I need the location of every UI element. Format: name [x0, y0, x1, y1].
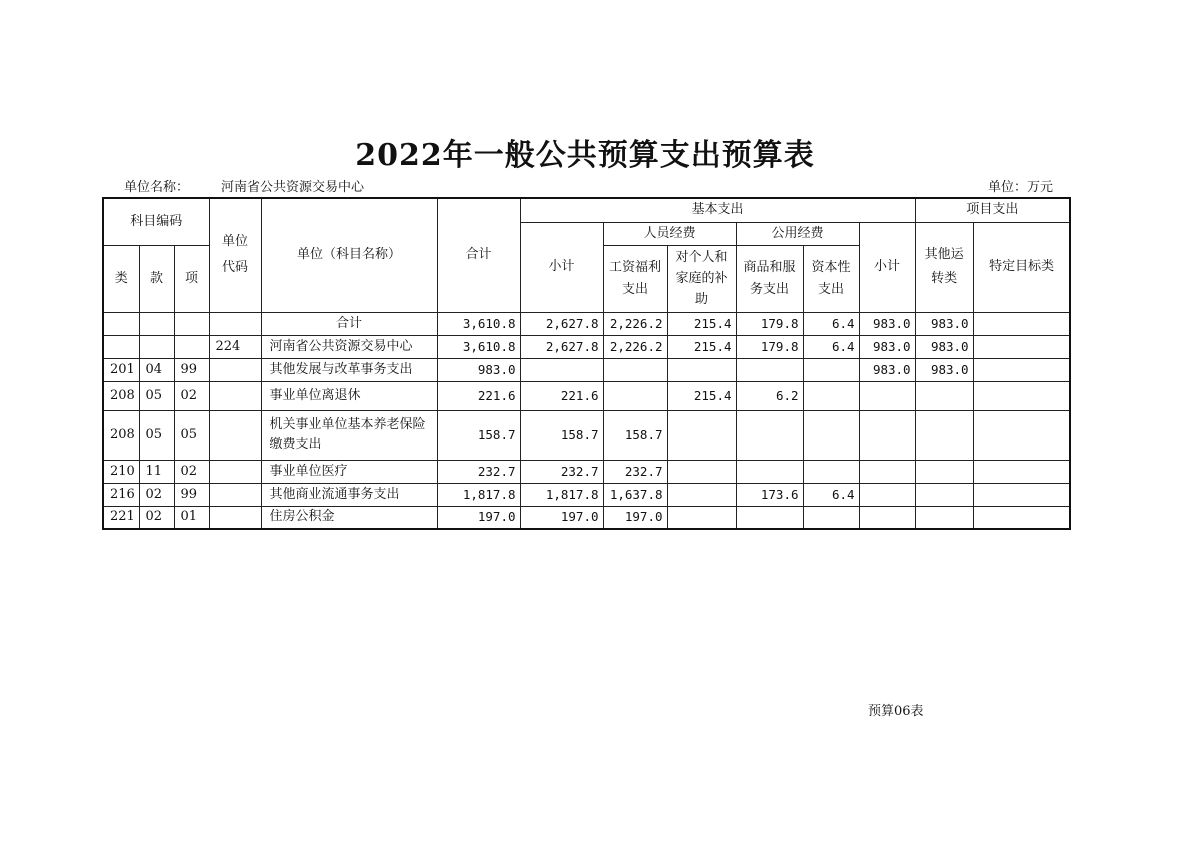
cell-subject-name: 河南省公共资源交易中心 [261, 335, 437, 358]
cell-goods-services: 179.8 [736, 312, 803, 335]
header-project-expenditure: 项目支出 [915, 198, 1070, 222]
cell-total: 197.0 [437, 506, 520, 529]
cell-other-operation [915, 483, 973, 506]
cell-unit-code [209, 460, 261, 483]
table-row [103, 312, 1070, 335]
cell-individual-family-subsidy: 215.4 [667, 335, 736, 358]
cell-unit-code [209, 483, 261, 506]
header-lei: 类 [103, 245, 139, 312]
cell-subject-name: 其他商业流通事务支出 [261, 483, 437, 506]
cell-subject-name: 合计 [261, 312, 437, 335]
table-row [103, 358, 1070, 381]
cell-unit-code [209, 312, 261, 335]
cell-project-subtotal [859, 506, 915, 529]
table-row [103, 335, 1070, 358]
cell-capital: 6.4 [803, 335, 859, 358]
page-title: 2022年一般公共预算支出预算表 [355, 138, 815, 173]
cell-subject-name: 事业单位医疗 [261, 460, 437, 483]
header-other-operation: 其他运转类 [915, 222, 973, 312]
cell-capital: 6.4 [803, 312, 859, 335]
cell-xiang: 02 [174, 460, 209, 483]
cell-specific-target [973, 460, 1070, 483]
cell-wages-welfare: 2,226.2 [603, 335, 667, 358]
cell-subject-name: 其他发展与改革事务支出 [261, 358, 437, 381]
cell-kuan: 02 [139, 506, 174, 529]
cell-goods-services [736, 506, 803, 529]
cell-other-operation [915, 410, 973, 460]
header-project-subtotal: 小计 [859, 222, 915, 312]
cell-basic-subtotal: 2,627.8 [520, 335, 603, 358]
cell-kuan: 04 [139, 358, 174, 381]
cell-total: 983.0 [437, 358, 520, 381]
cell-kuan [139, 335, 174, 358]
header-basic-subtotal: 小计 [520, 222, 603, 312]
table-row [103, 381, 1070, 410]
cell-goods-services: 6.2 [736, 381, 803, 410]
cell-unit-code: 224 [209, 335, 261, 358]
cell-total: 3,610.8 [437, 312, 520, 335]
currency-unit: 单位：万元 [988, 180, 1054, 195]
cell-kuan: 11 [139, 460, 174, 483]
cell-individual-family-subsidy [667, 410, 736, 460]
cell-lei: 210 [103, 460, 139, 483]
cell-subject-name: 事业单位离退休 [261, 381, 437, 410]
cell-wages-welfare: 197.0 [603, 506, 667, 529]
cell-basic-subtotal [520, 358, 603, 381]
cell-other-operation [915, 506, 973, 529]
cell-kuan: 05 [139, 381, 174, 410]
cell-wages-welfare: 1,637.8 [603, 483, 667, 506]
cell-capital [803, 410, 859, 460]
cell-kuan [139, 312, 174, 335]
header-goods-services: 商品和服务支出 [736, 245, 803, 312]
header-kuan: 款 [139, 245, 174, 312]
cell-other-operation: 983.0 [915, 335, 973, 358]
cell-project-subtotal [859, 483, 915, 506]
cell-wages-welfare: 232.7 [603, 460, 667, 483]
cell-specific-target [973, 358, 1070, 381]
cell-capital [803, 460, 859, 483]
budget-table [102, 197, 1071, 530]
header-wages-welfare: 工资福利支出 [603, 245, 667, 312]
cell-lei: 208 [103, 410, 139, 460]
cell-xiang: 02 [174, 381, 209, 410]
cell-basic-subtotal: 221.6 [520, 381, 603, 410]
cell-basic-subtotal: 197.0 [520, 506, 603, 529]
cell-capital [803, 506, 859, 529]
cell-individual-family-subsidy [667, 358, 736, 381]
table-row [103, 410, 1070, 460]
cell-wages-welfare [603, 381, 667, 410]
unit-name-label: 单位名称： [124, 180, 190, 195]
cell-total: 158.7 [437, 410, 520, 460]
cell-other-operation: 983.0 [915, 312, 973, 335]
cell-xiang [174, 312, 209, 335]
cell-capital [803, 381, 859, 410]
cell-other-operation: 983.0 [915, 358, 973, 381]
cell-total: 1,817.8 [437, 483, 520, 506]
header-personnel-costs: 人员经费 [603, 222, 736, 245]
cell-goods-services [736, 358, 803, 381]
unit-name-value: 河南省公共资源交易中心 [221, 180, 365, 195]
cell-specific-target [973, 381, 1070, 410]
cell-xiang: 99 [174, 358, 209, 381]
cell-individual-family-subsidy [667, 483, 736, 506]
cell-wages-welfare: 2,226.2 [603, 312, 667, 335]
cell-other-operation [915, 381, 973, 410]
header-unit-code: 单位代码 [209, 198, 261, 312]
header-subject-code: 科目编码 [103, 198, 209, 245]
cell-capital [803, 358, 859, 381]
cell-individual-family-subsidy [667, 506, 736, 529]
unit-info [124, 176, 364, 195]
cell-unit-code [209, 506, 261, 529]
cell-total: 221.6 [437, 381, 520, 410]
cell-wages-welfare [603, 358, 667, 381]
cell-project-subtotal [859, 410, 915, 460]
cell-wages-welfare: 158.7 [603, 410, 667, 460]
cell-other-operation [915, 460, 973, 483]
cell-lei [103, 312, 139, 335]
cell-xiang: 01 [174, 506, 209, 529]
cell-specific-target [973, 483, 1070, 506]
cell-goods-services [736, 460, 803, 483]
header-xiang: 项 [174, 245, 209, 312]
cell-unit-code [209, 410, 261, 460]
cell-goods-services [736, 410, 803, 460]
cell-basic-subtotal: 158.7 [520, 410, 603, 460]
table-header [103, 198, 1070, 312]
table-row [103, 483, 1070, 506]
cell-xiang [174, 335, 209, 358]
cell-unit-code [209, 381, 261, 410]
cell-individual-family-subsidy: 215.4 [667, 381, 736, 410]
cell-basic-subtotal: 2,627.8 [520, 312, 603, 335]
header-public-costs: 公用经费 [736, 222, 859, 245]
header-individual-family-subsidy: 对个人和家庭的补助 [667, 245, 736, 312]
cell-lei: 201 [103, 358, 139, 381]
cell-subject-name: 机关事业单位基本养老保险缴费支出 [261, 410, 437, 460]
cell-lei [103, 335, 139, 358]
cell-specific-target [973, 335, 1070, 358]
cell-project-subtotal [859, 460, 915, 483]
header-total: 合计 [437, 198, 520, 312]
table-body [103, 312, 1070, 529]
cell-basic-subtotal: 1,817.8 [520, 483, 603, 506]
header-unit-subject-name: 单位（科目名称） [261, 198, 437, 312]
cell-goods-services: 173.6 [736, 483, 803, 506]
header-capital: 资本性支出 [803, 245, 859, 312]
cell-xiang: 05 [174, 410, 209, 460]
header-specific-target: 特定目标类 [973, 222, 1070, 312]
cell-individual-family-subsidy: 215.4 [667, 312, 736, 335]
cell-specific-target [973, 506, 1070, 529]
cell-specific-target [973, 312, 1070, 335]
cell-goods-services: 179.8 [736, 335, 803, 358]
cell-kuan: 02 [139, 483, 174, 506]
cell-xiang: 99 [174, 483, 209, 506]
cell-lei: 208 [103, 381, 139, 410]
cell-capital: 6.4 [803, 483, 859, 506]
cell-project-subtotal: 983.0 [859, 358, 915, 381]
cell-specific-target [973, 410, 1070, 460]
cell-kuan: 05 [139, 410, 174, 460]
table-row [103, 506, 1070, 529]
header-basic-expenditure: 基本支出 [520, 198, 915, 222]
cell-total: 232.7 [437, 460, 520, 483]
cell-project-subtotal: 983.0 [859, 312, 915, 335]
cell-subject-name: 住房公积金 [261, 506, 437, 529]
cell-basic-subtotal: 232.7 [520, 460, 603, 483]
cell-total: 3,610.8 [437, 335, 520, 358]
cell-unit-code [209, 358, 261, 381]
table-row [103, 460, 1070, 483]
cell-individual-family-subsidy [667, 460, 736, 483]
cell-lei: 216 [103, 483, 139, 506]
cell-project-subtotal: 983.0 [859, 335, 915, 358]
cell-project-subtotal [859, 381, 915, 410]
cell-lei: 221 [103, 506, 139, 529]
table-footer-note: 预算06表 [868, 704, 924, 719]
